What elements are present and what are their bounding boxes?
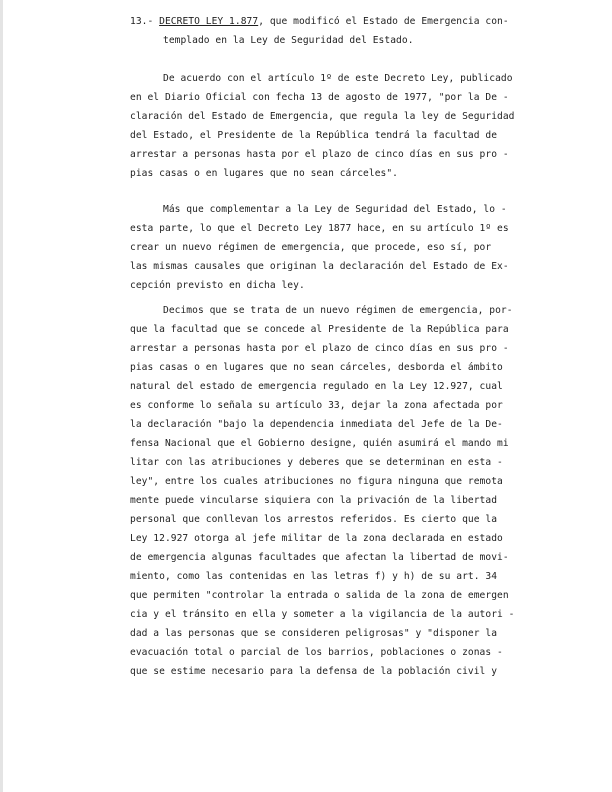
paragraph-3-line: Decimos que se trata de un nuevo régimen de emergencia, por- (163, 305, 513, 316)
paragraph-2-line: crear un nuevo régimen de emergencia, que procede, eso sí, por (130, 242, 492, 253)
heading-title-rest: , que modificó el Estado de Emergencia con- (258, 16, 509, 27)
paragraph-1-line: arrestar a personas hasta por el plazo de cinco días en sus pro - (130, 149, 509, 160)
paragraph-3-line: personal que conllevan los arrestos referidos. Es cierto que la (130, 514, 498, 525)
paragraph-3-line: que la facultad que se concede al Presidente de la República para (130, 324, 509, 335)
heading-line-1 (130, 16, 509, 28)
paragraph-1-line: pias casas o en lugares que no sean cárceles". (130, 168, 398, 179)
scan-edge (0, 0, 3, 792)
paragraph-1-line: claración del Estado de Emergencia, que regula la ley de Seguridad (130, 111, 515, 122)
heading-number: 13.- (130, 16, 154, 27)
paragraph-2-line: esta parte, lo que el Decreto Ley 1877 hace, en su artículo 1º es (130, 223, 509, 234)
paragraph-3-line: miento, como las contenidas en las letras f) y h) de su art. 34 (130, 571, 498, 582)
paragraph-3-line: dad a las personas que se consideren peligrosas" y "disponer la (130, 628, 498, 639)
paragraph-3-line: de emergencia algunas facultades que afectan la libertad de movi- (130, 552, 509, 563)
paragraph-3-line: arrestar a personas hasta por el plazo de cinco días en sus pro - (130, 343, 509, 354)
paragraph-3-line: mente puede vincularse siquiera con la privación de la libertad (130, 495, 498, 506)
paragraph-2-line: Más que complementar a la Ley de Seguridad del Estado, lo - (163, 204, 507, 215)
paragraph-1-line: del Estado, el Presidente de la República tendrá la facultad de (130, 130, 498, 141)
paragraph-3-line: la declaración "bajo la dependencia inmediata del Jefe de la De- (130, 419, 503, 430)
paragraph-3-line: Ley 12.927 otorga al jefe militar de la zona declarada en estado (130, 533, 503, 544)
heading-line-2: templado en la Ley de Seguridad del Estado. (163, 35, 414, 46)
paragraph-2-line: las mismas causales que originan la declaración del Estado de Ex- (130, 261, 509, 272)
paragraph-3-line: fensa Nacional que el Gobierno designe, quién asumirá el mando mi (130, 438, 509, 449)
paragraph-3-line: que permiten "controlar la entrada o salida de la zona de emergen (130, 590, 509, 601)
paragraph-3-line: evacuación total o parcial de los barrios, poblaciones o zonas - (130, 647, 503, 658)
paragraph-3-line: cia y el tránsito en ella y someter a la vigilancia de la autori - (130, 609, 515, 620)
heading-title-underlined: DECRETO LEY 1.877 (159, 16, 259, 27)
paragraph-2-line: cepción previsto en dicha ley. (130, 280, 305, 291)
paragraph-3-line: es conforme lo señala su artículo 33, dejar la zona afectada por (130, 400, 503, 411)
paragraph-3-line: pias casas o en lugares que no sean cárceles, desborda el ámbito (130, 362, 503, 373)
paragraph-3-line: ley", entre los cuales atribuciones no figura ninguna que remota (130, 476, 503, 487)
paragraph-3-line: que se estime necesario para la defensa de la población civil y (130, 666, 498, 677)
paragraph-1-line: De acuerdo con el artículo 1º de este Decreto Ley, publicado (163, 73, 513, 84)
paragraph-1-line: en el Diario Oficial con fecha 13 de agosto de 1977, "por la De - (130, 92, 509, 103)
paragraph-3-line: natural del estado de emergencia regulado en la Ley 12.927, cual (130, 381, 503, 392)
paragraph-3-line: litar con las atribuciones y deberes que se determinan en esta - (130, 457, 503, 468)
